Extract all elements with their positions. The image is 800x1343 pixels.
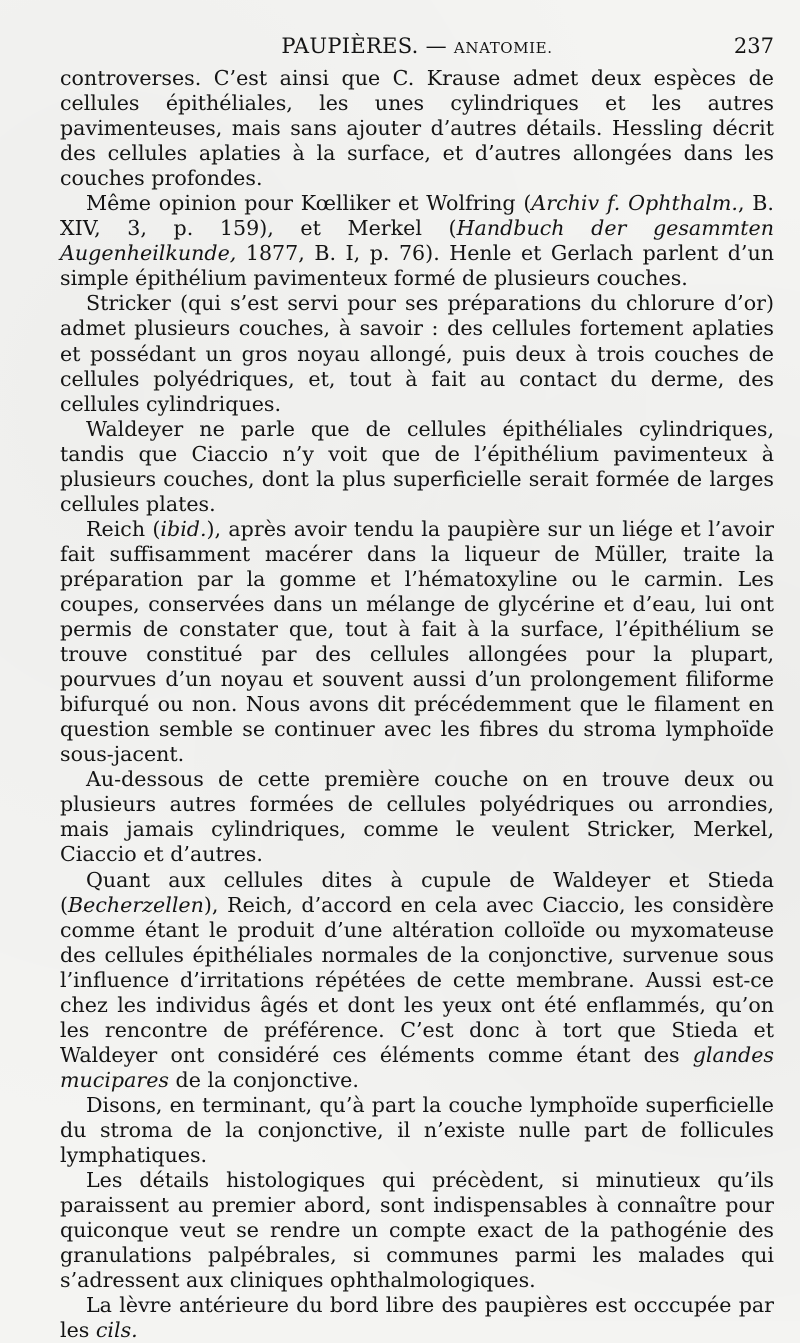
paragraph <box>60 417 774 517</box>
running-title <box>60 34 774 58</box>
paragraph <box>60 767 774 867</box>
page-number: 237 <box>733 34 774 58</box>
text-run: Même opinion pour Kœlliker et Wolfring ( <box>86 191 532 216</box>
section-title: ANATOMIE. <box>453 39 553 57</box>
text-run: Waldeyer ne parle que de cellules épithéliales cylindriques, tandis que Ciaccio n’y voit que de l’épithélium pavimenteux à plusieurs couches, dont la plus superficielle serait formée de larges cellules plates. <box>60 416 774 516</box>
citation-ibid: ibid. <box>160 516 207 541</box>
text-run: Reich ( <box>86 516 161 541</box>
italic-term: glandes mucipares <box>60 1042 774 1092</box>
text-run: Quant aux cellules dites à cupule de Waldeyer et Stieda ( <box>60 867 774 917</box>
body-text <box>60 66 774 1343</box>
paragraph <box>60 1168 774 1293</box>
text-run: de la conjonctive. <box>168 1067 359 1092</box>
paragraph <box>60 517 774 767</box>
text-run: controverses. C’est ainsi que C. Krause admet deux espèces de cellules épithéliales, les unes cylindriques et les autres pavimenteuses, mais sans ajouter d’autres détails. Hessling décrit des cellules aplaties à la surface, et d’autres allongées dans les couches profondes. <box>60 66 774 191</box>
text-run: La lèvre antérieure du bord libre des paupières est occcupée par les <box>60 1293 774 1343</box>
running-header <box>60 34 774 64</box>
citation-title: Archiv f. Ophthalm. <box>531 191 738 216</box>
paragraph <box>60 66 774 191</box>
paragraph <box>60 1293 774 1343</box>
text-run: , B. XIV, 3, p. 159), et Merkel ( <box>60 191 774 241</box>
italic-term: Becherzellen <box>68 892 204 917</box>
paragraph <box>60 291 774 416</box>
text-run: Disons, en terminant, qu’à part la couche lymphoïde superficielle du stroma de la conjonctive, il n’existe nulle part de follicules lymphatiques. <box>60 1092 774 1168</box>
text-run: ), Reich, d’accord en cela avec Ciaccio, les considère comme étant le produit d’une altération colloïde ou myxomateuse des cellules épithéliales normales de la conjonctive, survenue sous l’influence d’irritations répétées de cette membrane. Aussi est-ce chez les individus âgés et dont les yeux ont été enflammés, qu’on les rencontre de préférence. C’est donc à tort que Stieda et Waldeyer ont considéré ces éléments comme étant des <box>60 892 774 1067</box>
chapter-title: PAUPIÈRES. <box>281 34 419 58</box>
italic-term: cils. <box>95 1318 138 1343</box>
citation-title: Handbuch der gesammten Augenheilkunde, <box>60 216 774 266</box>
text-run: Au-dessous de cette première couche on en trouve deux ou plusieurs autres formées de cellules polyédriques ou arrondies, mais jamais cylindriques, comme le veulent Stricker, Merkel, Ciaccio et d’autres. <box>60 767 774 867</box>
paragraph <box>60 191 774 291</box>
paragraph <box>60 868 774 1093</box>
text-run: ), après avoir tendu la paupière sur un liége et l’avoir fait suffisamment macérer dans la liqueur de Müller, traite la préparation par la gomme et l’hématoxyline ou le carmin. Les coupes, conservées dans un mélange de glycérine et d’eau, lui ont permis de constater que, tout à fait à la surface, l’épithélium se trouve constitué par des cellules allongées pour la plupart, pourvues d’un noyau et souvent aussi d’un prolongement filiforme bifurqué ou non. Nous avons dit précédemment que le filament en question semble se continuer avec les fibres du stroma lymphoïde sous-jacent. <box>60 516 774 767</box>
title-separator: — <box>418 34 454 58</box>
text-run: Stricker (qui s’est servi pour ses préparations du chlorure d’or) admet plusieurs couches, à savoir : des cellules fortement aplaties et possédant un gros noyau allongé, puis deux à trois couches de cellules polyédriques, et, tout à fait au contact du derme, des cellules cylindriques. <box>60 291 774 416</box>
text-run: 1877, B. I, p. 76). Henle et Gerlach parlent d’un simple épithélium pavimenteux formé de plusieurs couches. <box>60 241 774 291</box>
paragraph <box>60 1093 774 1168</box>
text-run: Les détails histologiques qui précèdent, si minutieux qu’ils paraissent au premier abord, sont indispensables à connaître pour quiconque veut se rendre un compte exact de la pathogénie des granulations palpébrales, si communes parmi les malades qui s’adressent aux cliniques ophthalmologiques. <box>60 1168 774 1293</box>
